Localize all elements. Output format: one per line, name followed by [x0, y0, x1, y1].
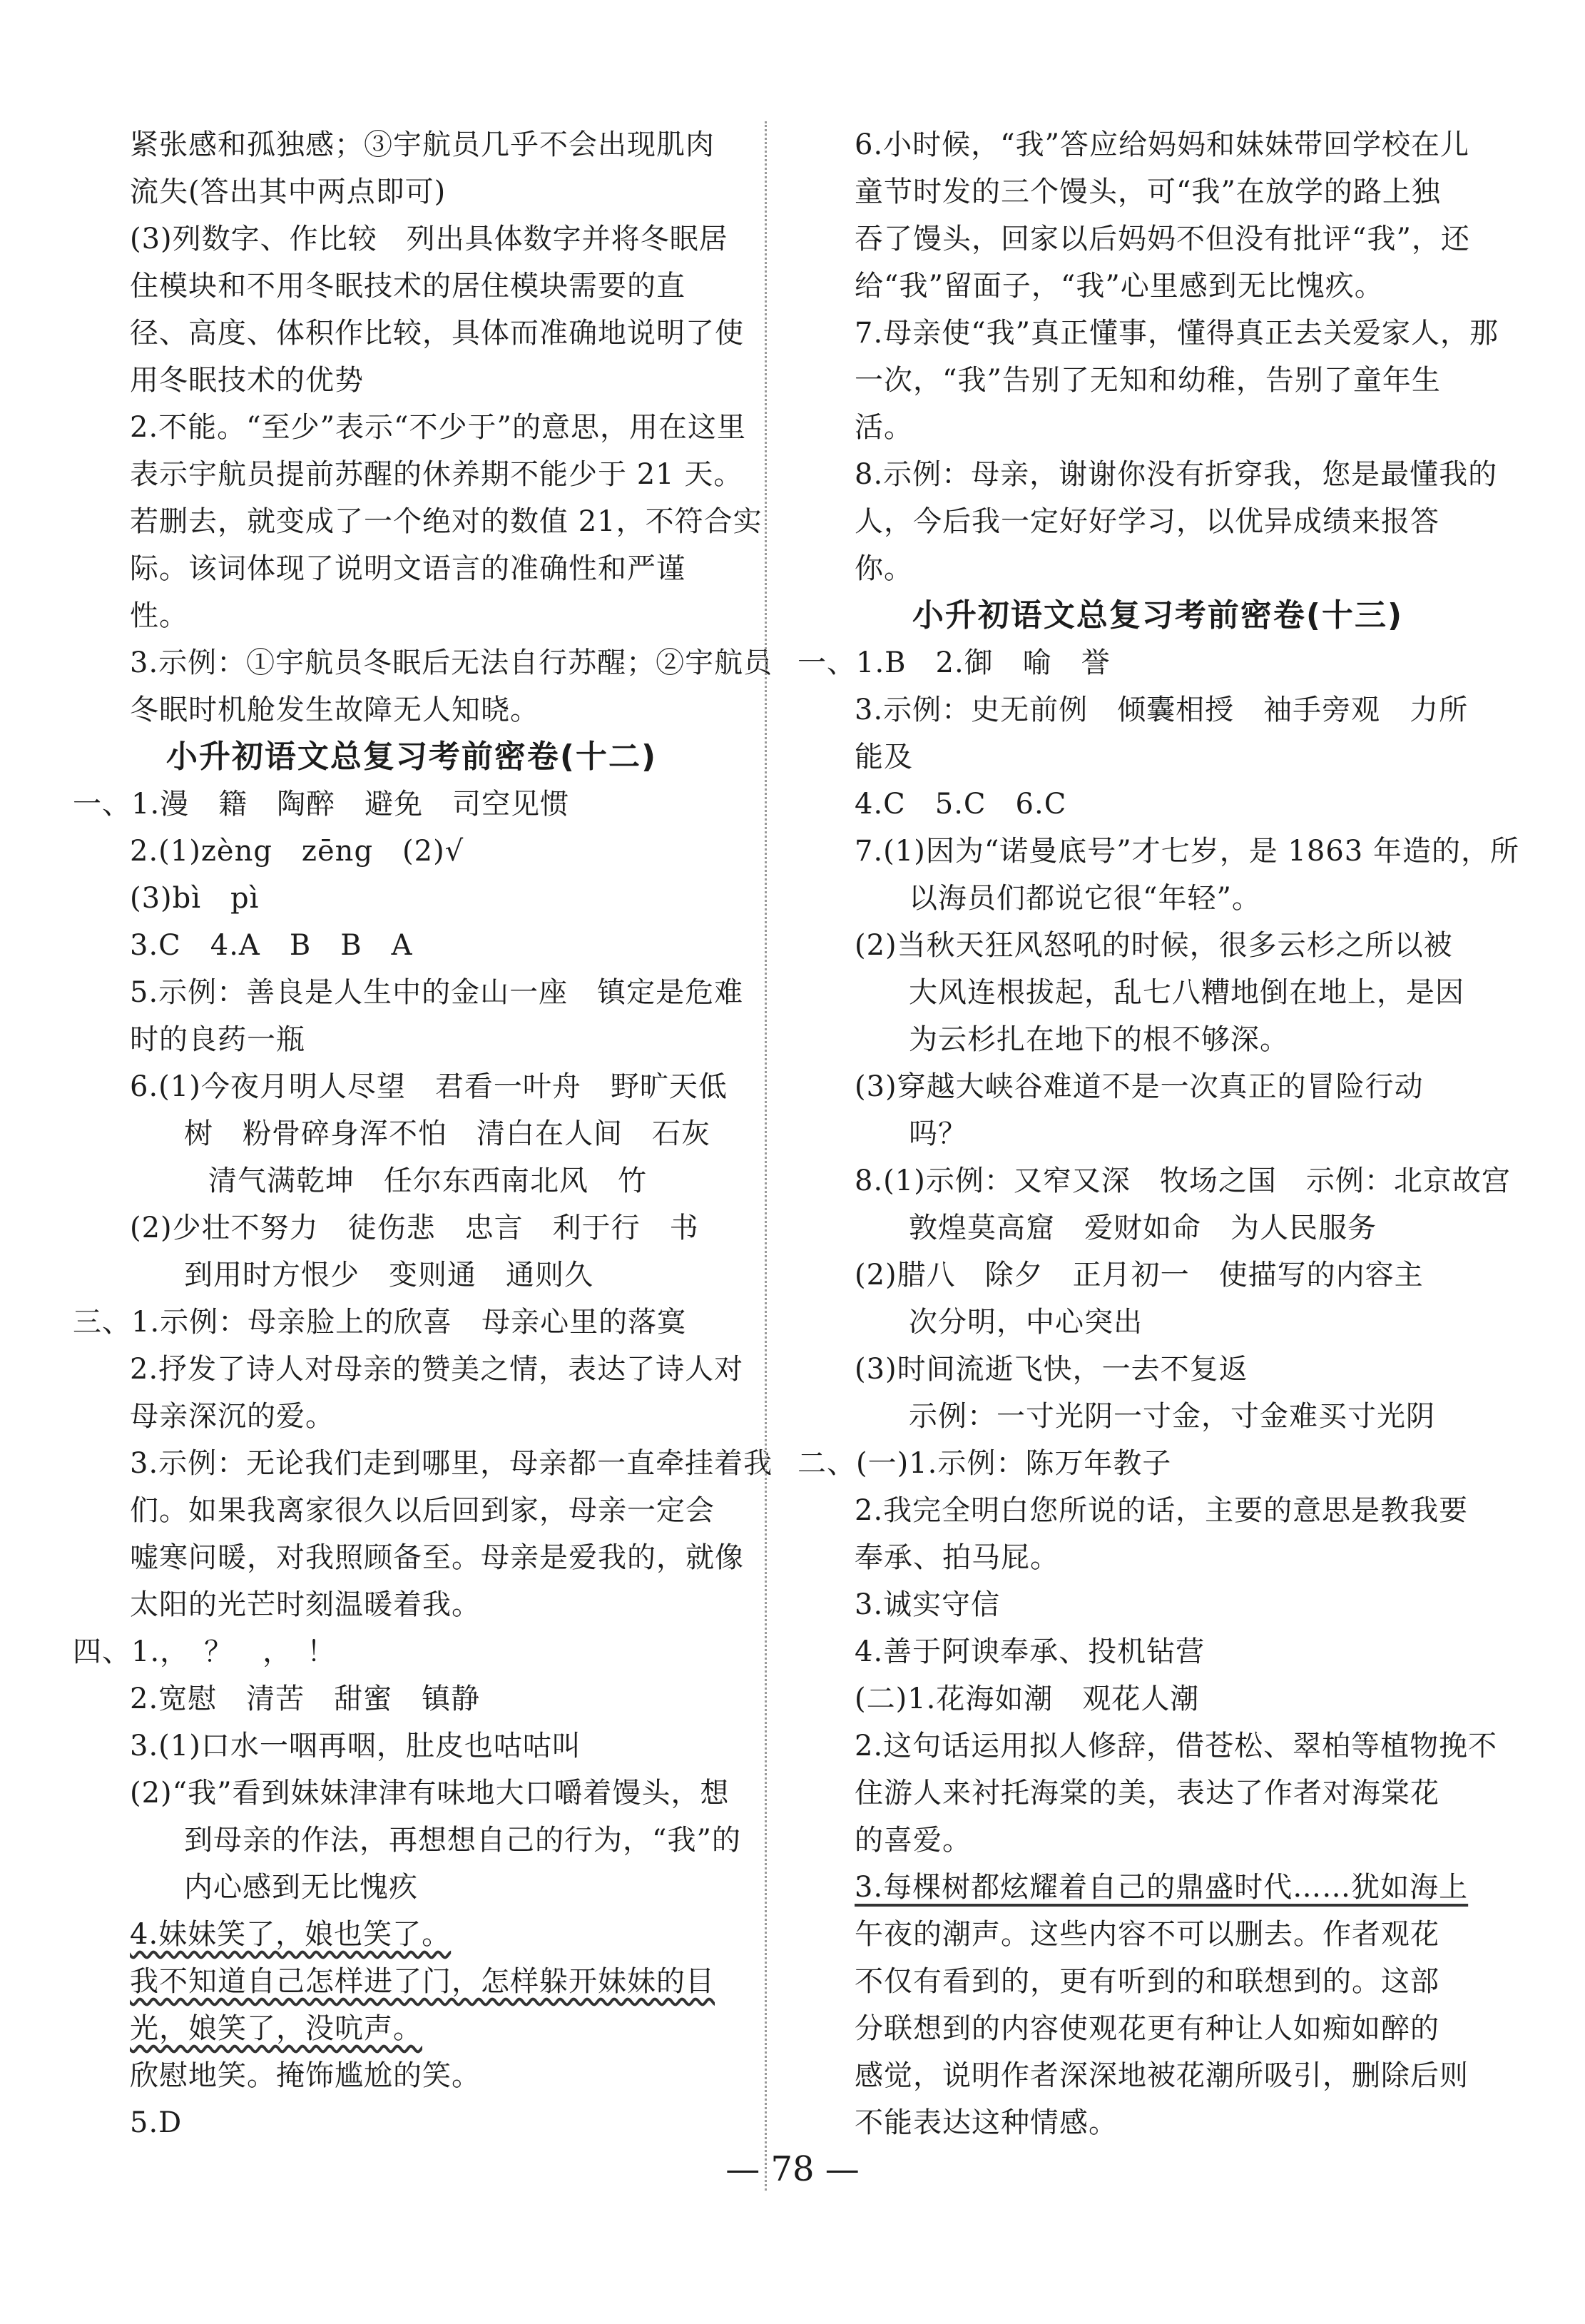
answer-line: (3)bì pì	[130, 882, 260, 915]
answer-line: (3)列数字、作比较 列出具体数字并将冬眠居	[130, 223, 728, 255]
answer-line: 童节时发的三个馒头，可“我”在放学的路上独	[855, 176, 1441, 208]
answer-line: 午夜的潮声。这些内容不可以删去。作者观花	[855, 1918, 1439, 1951]
answer-line: 示例：一寸光阴一寸金，寸金难买寸光阴	[909, 1400, 1435, 1433]
section-title: 小升初语文总复习考前密卷(十三)	[912, 597, 1404, 634]
answer-line: 3.每棵树都炫耀着自己的鼎盛时代……犹如海上	[855, 1871, 1469, 1904]
answer-line: 活。	[855, 411, 913, 444]
answer-line: 6.(1)今夜月明人尽望 君看一叶舟 野旷天低	[130, 1070, 728, 1103]
answer-line: (2)当秋天狂风怒吼的时候，很多云杉之所以被	[855, 929, 1453, 962]
answer-line: 6.小时候，“我”答应给妈妈和妹妹带回学校在儿	[855, 128, 1470, 161]
answer-line: 内心感到无比愧疚	[184, 1871, 418, 1904]
answer-line: 你。	[855, 552, 913, 585]
answer-line: 清气满乾坤 任尔东西南北风 竹	[208, 1164, 647, 1197]
answer-line: 奉承、拍马屁。	[855, 1541, 1059, 1574]
left-column	[73, 121, 773, 2146]
answer-line: 四、1.， ？ ， ！	[73, 1635, 337, 1668]
answer-line: 2.我完全明白您所说的话，主要的意思是教我要	[855, 1494, 1469, 1527]
answer-line: 4.妹妹笑了，娘也笑了。	[130, 1918, 452, 1951]
answer-line: 际。该词体现了说明文语言的准确性和严谨	[130, 552, 686, 585]
page-number: — 78 —	[725, 2149, 860, 2189]
answer-line: 敦煌莫高窟 爱财如命 为人民服务	[909, 1212, 1377, 1244]
answer-line: 紧张感和孤独感；③宇航员几乎不会出现肌肉	[130, 128, 715, 161]
answer-line: 二、(一)1.示例：陈万年教子	[797, 1447, 1172, 1480]
answer-line: 2.这句话运用拟人修辞，借苍松、翠柏等植物挽不	[855, 1730, 1498, 1762]
answer-line: 2.抒发了诗人对母亲的赞美之情，表达了诗人对	[130, 1353, 744, 1386]
answer-line: 3.(1)口水一咽再咽，肚皮也咕咕叫	[130, 1730, 581, 1762]
answer-line: 住游人来衬托海棠的美，表达了作者对海棠花	[855, 1777, 1439, 1810]
answer-line: 性。	[130, 599, 188, 632]
answer-line: 感觉，说明作者深深地被花潮所吸引，删除后则	[855, 2059, 1469, 2092]
answer-line: 吗？	[909, 1117, 967, 1150]
answer-line: (3)时间流逝飞快，一去不复返	[855, 1353, 1248, 1386]
answer-line: 不能表达这种情感。	[855, 2106, 1118, 2139]
answer-line: 8.(1)示例：又窄又深 牧场之国 示例：北京故宫	[855, 1164, 1511, 1197]
answer-line: 到用时方恨少 变则通 通则久	[184, 1259, 593, 1292]
answer-line: 8.示例：母亲，谢谢你没有折穿我，您是最懂我的	[855, 458, 1498, 491]
answer-line: 树 粉骨碎身浑不怕 清白在人间 石灰	[184, 1117, 710, 1150]
answer-line: 太阳的光芒时刻温暖着我。	[130, 1588, 481, 1621]
answer-line: 3.C 4.A B B A	[130, 929, 413, 962]
answer-line: 若删去，就变成了一个绝对的数值 21，不符合实	[130, 505, 763, 538]
answer-line: 住模块和不用冬眠技术的居住模块需要的直	[130, 270, 686, 303]
answer-line: 不仅有看到的，更有听到的和联想到的。这部	[855, 1965, 1439, 1998]
answer-line: 到母亲的作法，再想想自己的行为，“我”的	[184, 1824, 741, 1857]
answer-line: 光，娘笑了，没吭声。	[130, 2012, 422, 2045]
answer-line: 三、1.示例：母亲脸上的欣喜 母亲心里的落寞	[73, 1306, 687, 1339]
answer-line: 5.D	[130, 2106, 183, 2139]
answer-line: 5.示例：善良是人生中的金山一座 镇定是危难	[130, 976, 744, 1009]
answer-line: 3.示例：①宇航员冬眠后无法自行苏醒；②宇航员	[130, 646, 773, 679]
answer-line: 2.不能。“至少”表示“不少于”的意思，用在这里	[130, 411, 746, 444]
answer-line: 3.示例：史无前例 倾囊相授 袖手旁观 力所	[855, 694, 1469, 726]
answer-line: 表示宇航员提前苏醒的休养期不能少于 21 天。	[130, 458, 743, 491]
answer-line: 2.(1)zèng zēng (2)√	[130, 835, 464, 868]
answer-line: 人，今后我一定好好学习，以优异成绩来报答	[855, 505, 1439, 538]
answer-line: 一次，“我”告别了无知和幼稚，告别了童年生	[855, 364, 1441, 397]
answer-line: 7.(1)因为“诺曼底号”才七岁，是 1863 年造的，所	[855, 835, 1519, 868]
answer-line: 嘘寒问暖，对我照顾备至。母亲是爱我的，就像	[130, 1541, 744, 1574]
answer-line: 能及	[855, 741, 913, 773]
answer-line: 一、1.漫 籍 陶醉 避免 司空见惯	[73, 788, 570, 821]
answer-line: 分联想到的内容使观花更有种让人如痴如醉的	[855, 2012, 1439, 2045]
answer-line: 欣慰地笑。掩饰尴尬的笑。	[130, 2059, 481, 2092]
section-title: 小升初语文总复习考前密卷(十二)	[165, 739, 658, 775]
answer-line: 流失(答出其中两点即可)	[130, 176, 447, 208]
answer-line: 们。如果我离家很久以后回到家，母亲一定会	[130, 1494, 715, 1527]
answer-line: 冬眠时机舱发生故障无人知晓。	[130, 694, 539, 726]
answer-line: 大风连根拔起，乱七八糟地倒在地上，是因	[909, 976, 1464, 1009]
answer-line: 次分明，中心突出	[909, 1306, 1143, 1339]
answer-line: (2)腊八 除夕 正月初一 使描写的内容主	[855, 1259, 1424, 1292]
answer-line: 我不知道自己怎样进了门，怎样躲开妹妹的目	[130, 1965, 715, 1998]
answer-line: 4.善于阿谀奉承、投机钻营	[855, 1635, 1206, 1668]
right-column	[797, 121, 1518, 2146]
answer-line: 母亲深沉的爱。	[130, 1400, 335, 1433]
answer-line: 一、1.B 2.御 喻 誉	[797, 646, 1111, 679]
answer-line: (3)穿越大峡谷难道不是一次真正的冒险行动	[855, 1070, 1424, 1103]
answer-line: 用冬眠技术的优势	[130, 364, 364, 397]
answer-line: 2.宽慰 清苦 甜蜜 镇静	[130, 1683, 481, 1715]
answer-line: 吞了馒头，回家以后妈妈不但没有批评“我”，还	[855, 223, 1470, 255]
answer-line: 以海员们都说它很“年轻”。	[909, 882, 1261, 915]
answer-line: 为云杉扎在地下的根不够深。	[909, 1023, 1289, 1056]
answer-line: 3.示例：无论我们走到哪里，母亲都一直牵挂着我	[130, 1447, 773, 1480]
answer-line: (2)“我”看到妹妹津津有味地大口嚼着馒头，想	[130, 1777, 730, 1810]
answer-line: (二)1.花海如潮 观花人潮	[855, 1683, 1200, 1715]
answer-line: 4.C 5.C 6.C	[855, 788, 1067, 821]
answer-line: 的喜爱。	[855, 1824, 972, 1857]
answer-line: 时的良药一瓶	[130, 1023, 305, 1056]
answer-line: 7.母亲使“我”真正懂事，懂得真正去关爱家人，那	[855, 317, 1499, 350]
column-divider	[765, 121, 767, 2191]
answer-line: (2)少壮不努力 徒伤悲 忠言 利于行 书	[130, 1212, 699, 1244]
answer-line: 给“我”留面子，“我”心里感到无比愧疚。	[855, 270, 1384, 303]
answer-line: 3.诚实守信	[855, 1588, 1001, 1621]
answer-line: 径、高度、体积作比较，具体而准确地说明了使	[130, 317, 744, 350]
